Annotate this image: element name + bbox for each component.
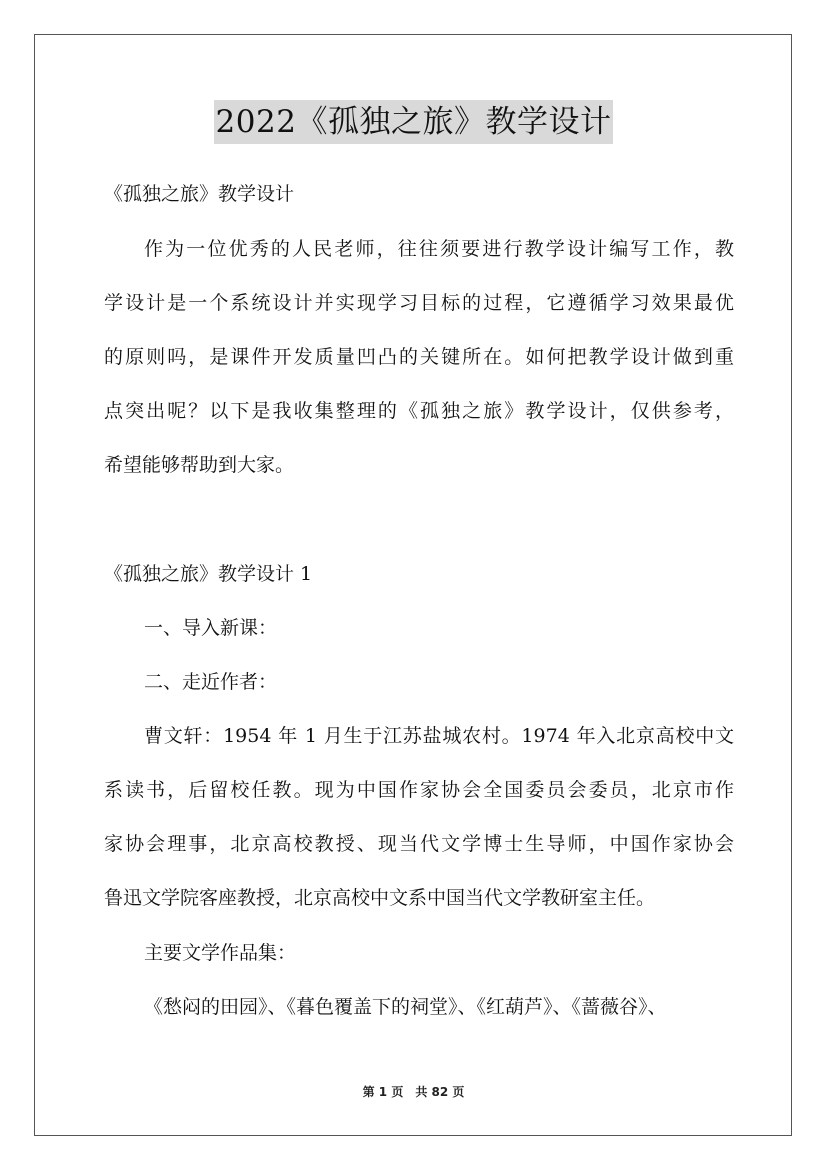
author-line-3: 家协会理事，北京高校教授、现当代文学博士生导师，中国作家协会 (104, 833, 734, 855)
works-line: 《愁闷的田园》、《暮色覆盖下的祠堂》、《红葫芦》、《蔷薇谷》、 (144, 996, 667, 1018)
author-line-4: 鲁迅文学院客座教授，北京高校中文系中国当代文学教研室主任。 (104, 887, 656, 909)
intro-line-5: 希望能够帮助到大家。 (104, 454, 295, 476)
author-line-2: 系读书，后留校任教。现为中国作家协会全国委员会委员，北京市作 (104, 779, 734, 801)
document-title (0, 100, 827, 144)
intro-line-4: 点突出呢？以下是我收集整理的《孤独之旅》教学设计，仅供参考， (104, 400, 734, 422)
section-heading: 《孤独之旅》教学设计 1 (104, 563, 313, 585)
intro-line-3: 的原则吗，是课件开发质量凹凸的关键所在。如何把教学设计做到重 (104, 346, 734, 368)
page-number: 第 1 页 (362, 1085, 404, 1099)
works-heading: 主要文学作品集： (144, 942, 297, 964)
document-subtitle: 《孤独之旅》教学设计 (104, 183, 295, 205)
intro-line-1: 作为一位优秀的人民老师，往往须要进行教学设计编写工作，教 (144, 238, 734, 260)
author-line-1: 曹文轩：1954 年 1 月生于江苏盐城农村。1974 年入北京高校中文 (144, 725, 734, 747)
intro-line-2: 学设计是一个系统设计并实现学习目标的过程，它遵循学习效果最优 (104, 292, 734, 314)
document-title-text: 2022《孤独之旅》教学设计 (214, 100, 614, 144)
outline-item-1: 一、导入新课： (144, 617, 278, 639)
page-footer (0, 1083, 827, 1100)
outline-item-2: 二、走近作者： (144, 671, 278, 693)
page-total: 共 82 页 (415, 1085, 465, 1099)
